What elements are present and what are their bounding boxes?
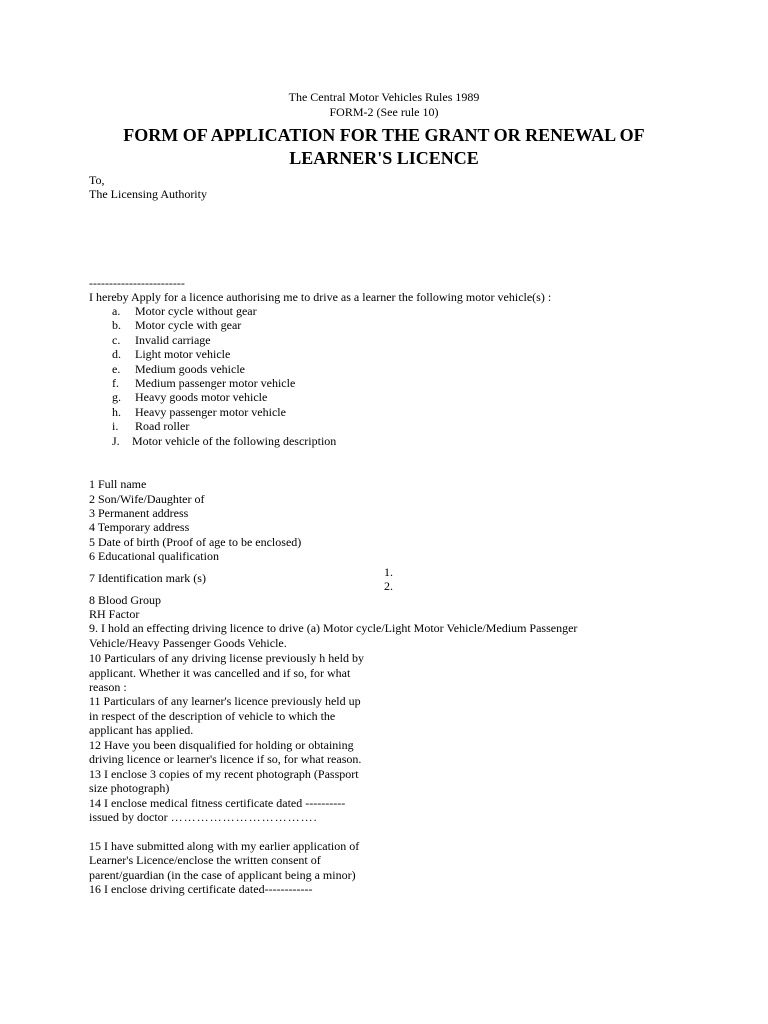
field-14-line1: 14 I enclose medical fitness certificate dated ---------- (89, 796, 346, 810)
vehicle-mark: c. (112, 333, 121, 347)
field-15-line2: Learner's Licence/enclose the written consent of (89, 853, 321, 867)
vehicle-label: Heavy passenger motor vehicle (135, 405, 286, 419)
vehicle-mark: J. (112, 434, 120, 448)
vehicle-item (112, 405, 286, 420)
field-15-line3: parent/guardian (in the case of applicant being a minor) (89, 868, 356, 882)
field-education: 6 Educational qualification (89, 549, 219, 563)
vehicle-mark: i. (112, 419, 119, 433)
field-date-of-birth: 5 Date of birth (Proof of age to be enclosed) (89, 535, 302, 549)
form-title-line2: LEARNER'S LICENCE (289, 148, 479, 168)
vehicle-label: Medium passenger motor vehicle (135, 376, 296, 390)
vehicle-item (112, 390, 267, 405)
form-title-line1: FORM OF APPLICATION FOR THE GRANT OR RENEWAL OF (123, 125, 645, 145)
vehicle-item (112, 333, 211, 348)
field-16: 16 I enclose driving certificate dated------------ (89, 882, 313, 896)
vehicle-item (112, 318, 241, 333)
vehicle-label: Invalid carriage (135, 333, 211, 347)
field-10-line2: applicant. Whether it was cancelled and if so, for what (89, 666, 351, 680)
field-full-name: 1 Full name (89, 477, 147, 491)
vehicle-mark: e. (112, 362, 121, 376)
field-9-line1: 9. I hold an effecting driving licence to drive (a) Motor cycle/Light Motor Vehicle/Medium Passenger (89, 621, 578, 635)
vehicle-item (112, 376, 295, 391)
field-10-line3: reason : (89, 680, 127, 694)
field-blood-group: 8 Blood Group (89, 593, 161, 607)
field-13-line2: size photograph) (89, 781, 170, 795)
vehicle-mark: a. (112, 304, 121, 318)
vehicle-label: Medium goods vehicle (135, 362, 245, 376)
vehicle-label: Motor cycle without gear (135, 304, 257, 318)
form-number: FORM-2 (See rule 10) (329, 105, 439, 119)
vehicle-label: Road roller (135, 419, 190, 433)
field-temporary-address: 4 Temporary address (89, 520, 190, 534)
identification-mark-1: 1. (384, 565, 393, 579)
field-11-line2: in respect of the description of vehicle to which the (89, 709, 336, 723)
field-rh-factor: RH Factor (89, 607, 140, 621)
vehicle-item (112, 434, 336, 449)
address-authority: The Licensing Authority (89, 187, 207, 201)
vehicle-item (112, 347, 230, 362)
field-13-line1: 13 I enclose 3 copies of my recent photograph (Passport (89, 767, 359, 781)
vehicle-label: Heavy goods motor vehicle (135, 390, 268, 404)
vehicle-item (112, 419, 189, 434)
vehicle-item (112, 304, 257, 319)
field-14-dots: ……………………………. (170, 810, 318, 824)
vehicle-mark: b. (112, 318, 121, 332)
vehicle-mark: g. (112, 390, 121, 404)
field-12-line2: driving licence or learner's licence if so, for what reason. (89, 752, 362, 766)
separator-line: ------------------------ (89, 276, 185, 290)
field-12-line1: 12 Have you been disqualified for holding or obtaining (89, 738, 354, 752)
vehicle-label: Motor cycle with gear (135, 318, 242, 332)
vehicle-mark: d. (112, 347, 121, 361)
field-relation: 2 Son/Wife/Daughter of (89, 492, 205, 506)
vehicle-item (112, 362, 245, 377)
field-15-line1: 15 I have submitted along with my earlier application of (89, 839, 360, 853)
rules-heading: The Central Motor Vehicles Rules 1989 (288, 90, 480, 104)
field-11-line1: 11 Particulars of any learner's licence previously held up (89, 694, 361, 708)
identification-mark-2: 2. (384, 579, 393, 593)
field-11-line3: applicant has applied. (89, 723, 194, 737)
field-9-line2: Vehicle/Heavy Passenger Goods Vehicle. (89, 636, 287, 650)
field-identification-marks: 7 Identification mark (s) (89, 571, 206, 585)
vehicle-mark: h. (112, 405, 121, 419)
field-permanent-address: 3 Permanent address (89, 506, 189, 520)
intro-text: I hereby Apply for a licence authorising me to drive as a learner the following motor vehicle(s) : (89, 290, 552, 304)
address-to: To, (89, 173, 105, 187)
field-10-line1: 10 Particulars of any driving license previously h held by (89, 651, 364, 665)
field-14-line2 (89, 810, 318, 825)
vehicle-mark: f. (112, 376, 119, 390)
field-14-issued-by: issued by doctor (89, 810, 168, 824)
vehicle-label: Light motor vehicle (135, 347, 231, 361)
vehicle-label: Motor vehicle of the following description (132, 434, 337, 448)
